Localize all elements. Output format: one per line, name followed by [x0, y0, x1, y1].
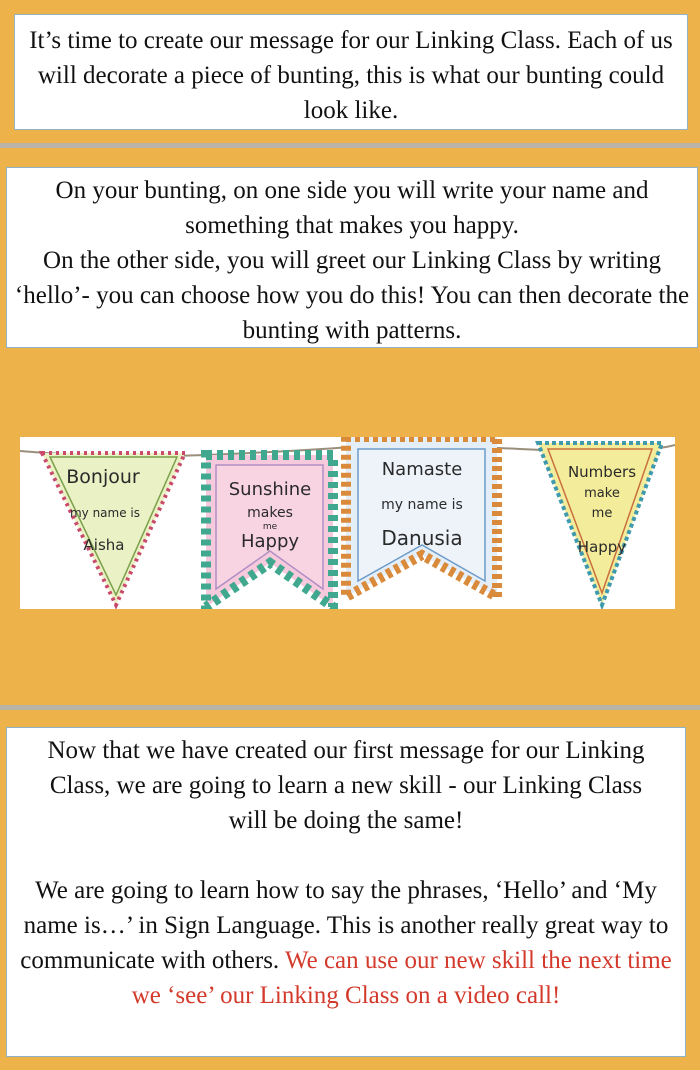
- bunting-example-image: [20, 437, 675, 609]
- flag-2-line-3: me: [262, 522, 278, 532]
- intro-text: It’s time to create our message for our Linking Class. Each of us will decorate a piece of bunting, this is what our bunting could look like.: [29, 27, 673, 124]
- intro-panel: [14, 14, 688, 130]
- flag-3-line-1: Namaste: [381, 459, 463, 480]
- next-step-paragraph-2: [7, 873, 685, 1013]
- paragraph-spacer: [7, 838, 685, 873]
- flag-4-line-2: make: [584, 486, 620, 501]
- sign-language-text: We are going to learn how to say the phrases, ‘Hello’ and ‘My name is…’ in Sign Language. This is another really great way to communicate with others.: [20, 877, 669, 974]
- flag-2-line-4: Happy: [240, 531, 300, 552]
- divider-top: [0, 143, 700, 148]
- flag-4-line-3: me: [591, 506, 613, 521]
- video-call-highlight: We can use our new skill the next time we ‘see’ our Linking Class on a video call!: [131, 947, 672, 1009]
- flag-1-line-1: Bonjour: [66, 466, 140, 488]
- flag-4-line-1: Numbers: [567, 463, 637, 481]
- instructions-line-1: On your bunting, on one side you will write your name and something that makes you happy.: [55, 177, 649, 239]
- flag-4-line-4: Happy: [577, 538, 627, 556]
- instructions-panel: [6, 167, 698, 348]
- flag-3-line-2: my name is: [381, 497, 463, 513]
- next-step-paragraph-1: Now that we have created our first message for our Linking Class, we are going to learn a new skill - our Linking Class will be doing the same!: [47, 737, 645, 834]
- flag-1-line-2: my name is: [69, 506, 141, 520]
- instructions-line-2: On the other side, you will greet our Linking Class by writing ‘hello’- you can choose how you do this! You can then decorate the bunting with patterns.: [14, 247, 690, 344]
- bunting-flag-4: [538, 443, 662, 605]
- bunting-illustration: [20, 437, 675, 609]
- flag-2-line-2: makes: [247, 505, 293, 521]
- bunting-flag-2: [206, 455, 333, 607]
- flag-1-line-3: Aisha: [83, 536, 125, 554]
- flag-3-line-3: Danusia: [381, 526, 463, 550]
- bunting-flag-1: [42, 453, 185, 605]
- bunting-flag-3: [346, 437, 497, 597]
- flag-2-line-1: Sunshine: [228, 479, 312, 500]
- divider-bottom: [0, 705, 700, 710]
- next-step-panel: [6, 727, 686, 1057]
